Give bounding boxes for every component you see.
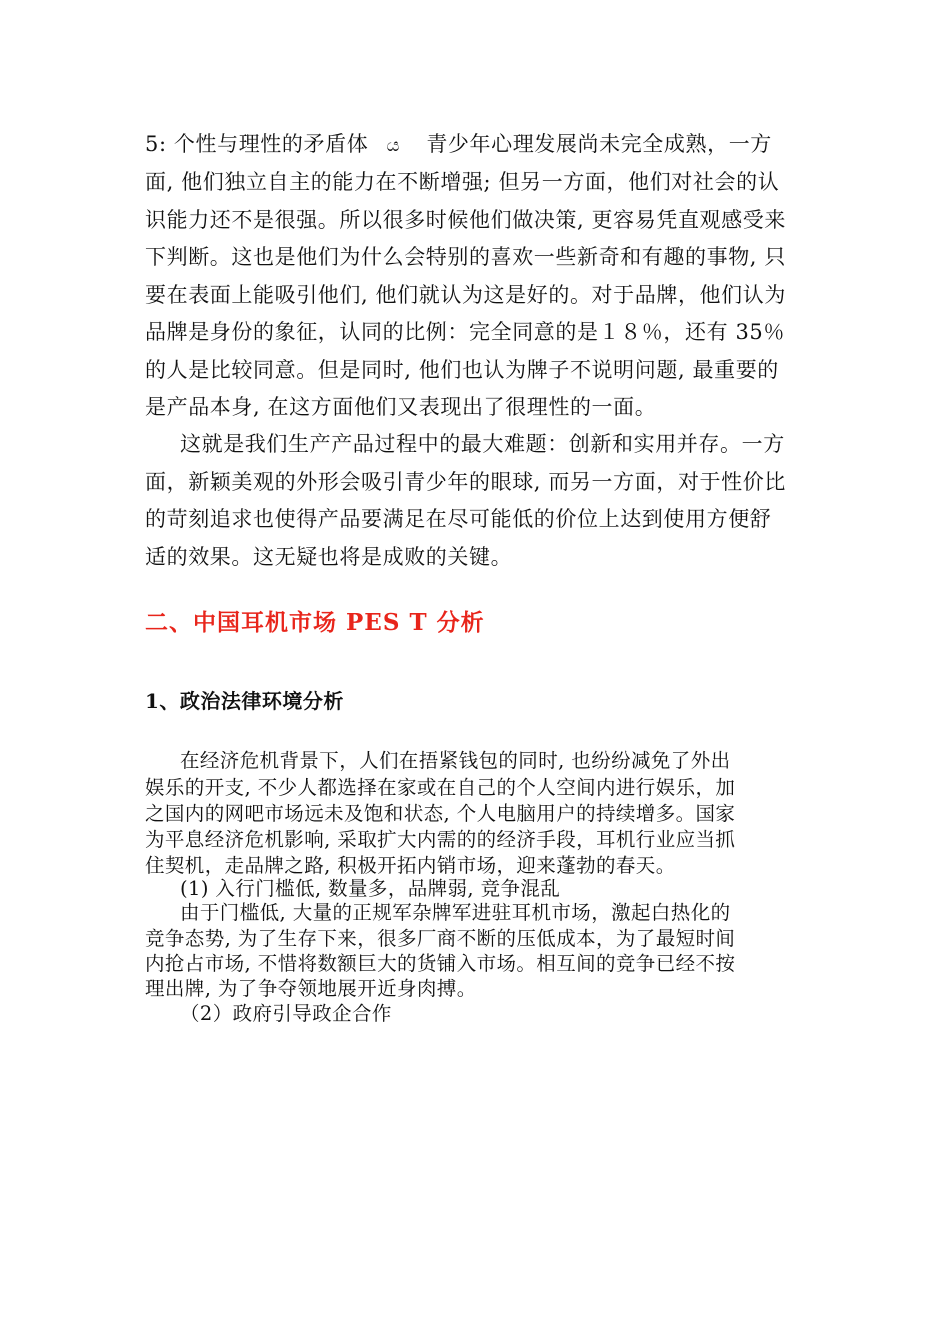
paragraph-line: 下判断。这也是他们为什么会特别的喜欢一些新奇和有趣的事物, 只 xyxy=(145,245,786,269)
paragraph-line: 在经济危机背景下，人们在捂紧钱包的同时, 也纷纷减免了外出 xyxy=(180,749,731,772)
paragraph-line: 面, 他们独立自主的能力在不断增强; 但另一方面，他们对社会的认 xyxy=(145,170,780,194)
paragraph-line xyxy=(145,128,805,158)
paragraph-line: 住契机，走品牌之路, 积极开拓内销市场，迎来蓬勃的春天。 xyxy=(145,854,676,877)
paragraph-line: 识能力还不是很强。所以很多时候他们做决策, 更容易凭直观感受来 xyxy=(145,208,786,232)
paragraph-line: 为平息经济危机影响, 采取扩大内需的的经济手段，耳机行业应当抓 xyxy=(145,828,736,851)
paragraph-line: 由于门槛低, 大量的正规军杂牌军进驻耳机市场，激起白热化的 xyxy=(180,901,731,924)
paragraph-line: 要在表面上能吸引他们, 他们就认为这是好的。对于品牌，他们认为 xyxy=(145,283,786,307)
paragraph-line: 适的效果。这无疑也将是成败的关键。 xyxy=(145,545,513,569)
paragraph-line: 竞争态势, 为了生存下来，很多厂商不断的压低成本，为了最短时间 xyxy=(145,927,736,950)
subsection-heading: 1、政治法律环境分析 xyxy=(145,689,344,713)
paragraph-line: 娱乐的开支, 不少人都选择在家或在自己的个人空间内进行娱乐，加 xyxy=(145,776,736,799)
paragraph-line: 内抢占市场, 不惜将数额巨大的货铺入市场。相互间的竞争已经不按 xyxy=(145,952,736,975)
paragraph-line: 这就是我们生产产品过程中的最大难题：创新和实用并存。一方 xyxy=(180,432,785,456)
paragraph-text: 青少年心理发展尚未完全成熟，一方 xyxy=(426,132,772,156)
paragraph-line: 是产品本身, 在这方面他们又表现出了很理性的一面。 xyxy=(145,395,657,419)
list-item-heading: （2）政府引导政企合作 xyxy=(180,1002,392,1025)
paragraph-line: 品牌是身份的象征，认同的比例：完全同意的是１８％，还有 35％ xyxy=(145,320,785,344)
paragraph-line: 理出牌, 为了争夺领地展开近身肉搏。 xyxy=(145,977,477,1000)
paragraph-line: 的人是比较同意。但是同时, 他们也认为牌子不说明问题, 最重要的 xyxy=(145,358,779,382)
section-heading: 二、中国耳机市场 PES T 分析 xyxy=(145,609,485,636)
inline-glyph: ය xyxy=(386,135,401,156)
section-title-prefix: 5: 个性与理性的矛盾体 xyxy=(145,132,369,156)
paragraph-line: 面，新颖美观的外形会吸引青少年的眼球, 而另一方面，对于性价比 xyxy=(145,470,786,494)
list-item-heading: (1) 入行门槛低, 数量多，品牌弱, 竞争混乱 xyxy=(180,877,561,900)
paragraph-line: 的苛刻追求也使得产品要满足在尽可能低的价位上达到使用方便舒 xyxy=(145,507,772,531)
paragraph-line: 之国内的网吧市场远未及饱和状态, 个人电脑用户的持续增多。国家 xyxy=(145,802,736,825)
